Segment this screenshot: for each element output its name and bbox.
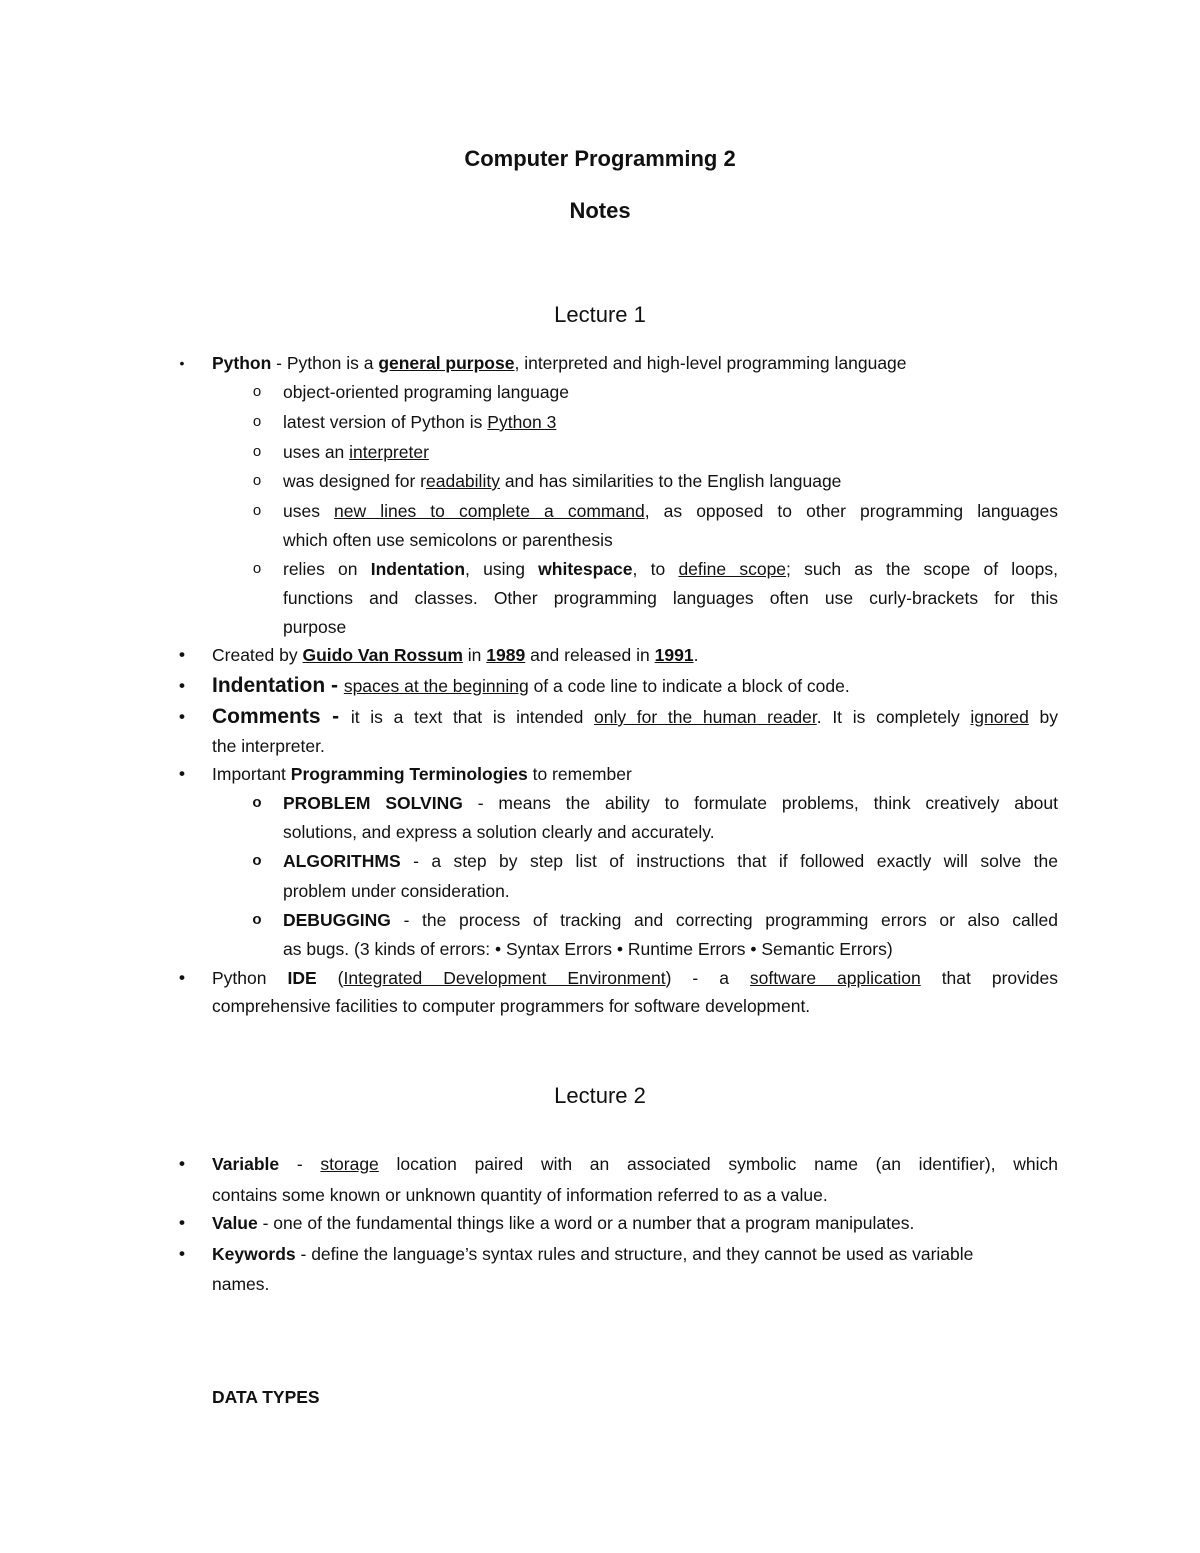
python-item: Python - Python is a general purpose, interpreted and high-level programming language bbox=[212, 353, 907, 373]
ide-line2: comprehensive facilities to computer programmers for software development. bbox=[212, 996, 811, 1016]
python-sub-latest: latest version of Python is Python 3 bbox=[283, 412, 557, 432]
python-sub-indentation: relies on Indentation, using whitespace, to define scope; such as the scope of loops, bbox=[283, 559, 1058, 579]
sub-bullet-icon: o bbox=[252, 383, 262, 400]
bullet-icon: • bbox=[179, 676, 185, 695]
python-sub-readability: was designed for readability and has similarities to the English language bbox=[283, 471, 842, 491]
lecture-1-heading: Lecture 1 bbox=[554, 302, 646, 327]
bullet-icon: • bbox=[179, 1244, 185, 1263]
python-sub-indentation-line3: purpose bbox=[283, 617, 347, 637]
problem-solving-item: PROBLEM SOLVING - means the ability to formulate problems, think creatively about bbox=[283, 793, 1059, 813]
sub-bullet-icon: o bbox=[252, 472, 262, 489]
bullet-icon: • bbox=[179, 764, 185, 783]
ide-item: Python IDE (Integrated Development Environment) - a software application that provides bbox=[212, 968, 1059, 988]
python-sub-newlines-line2: which often use semicolons or parenthesis bbox=[283, 530, 613, 550]
sub-bullet-icon: o bbox=[252, 560, 262, 577]
algorithms-item: ALGORITHMS - a step by step list of instructions that if followed exactly will solve the bbox=[283, 851, 1058, 871]
python-sub-oop: object-oriented programing language bbox=[283, 382, 570, 402]
lecture-2-heading: Lecture 2 bbox=[554, 1083, 646, 1108]
value-item: Value - one of the fundamental things like a word or a number that a program manipulates. bbox=[212, 1213, 915, 1233]
variable-line2: contains some known or unknown quantity of information referred to as a value. bbox=[212, 1185, 828, 1205]
bullet-icon: • bbox=[179, 707, 185, 726]
debugging-line2: as bugs. (3 kinds of errors: • Syntax Errors • Runtime Errors • Semantic Errors) bbox=[283, 939, 893, 959]
indentation-item: Indentation - spaces at the beginning of a code line to indicate a block of code. bbox=[212, 674, 850, 697]
bullet-icon: • bbox=[179, 968, 185, 987]
document-subtitle: Notes bbox=[569, 198, 631, 223]
terminologies-item: Important Programming Terminologies to remember bbox=[212, 764, 632, 784]
sub-bullet-icon: o bbox=[252, 413, 262, 430]
keywords-line2: names. bbox=[212, 1274, 270, 1294]
comments-item: Comments - it is a text that is intended only for the human reader. It is completely ignored by bbox=[212, 705, 1058, 728]
debugging-item: DEBUGGING - the process of tracking and correcting programming errors or also called bbox=[283, 910, 1058, 930]
indentation-term: Indentation - bbox=[212, 674, 344, 697]
comments-line2: the interpreter. bbox=[212, 736, 325, 756]
sub-bullet-icon: o bbox=[252, 852, 262, 869]
keywords-item: Keywords - define the language’s syntax rules and structure, and they cannot be used as variable bbox=[212, 1244, 974, 1264]
bullet-icon: • bbox=[179, 645, 185, 664]
document-title: Computer Programming 2 bbox=[464, 146, 736, 171]
author-name: Guido Van Rossum bbox=[302, 645, 463, 665]
bullet-icon: • bbox=[179, 355, 185, 371]
created-by-item: Created by Guido Van Rossum in 1989 and released in 1991. bbox=[212, 645, 699, 665]
comments-term: Comments - bbox=[212, 705, 351, 728]
python-sub-newlines: uses new lines to complete a command, as opposed to other programming languages bbox=[283, 501, 1058, 521]
problem-solving-line2: solutions, and express a solution clearly and accurately. bbox=[283, 822, 715, 842]
algorithms-line2: problem under consideration. bbox=[283, 881, 510, 901]
python-sub-indentation-line2: functions and classes. Other programming languages often use curly-brackets for this bbox=[283, 588, 1058, 608]
variable-item: Variable - storage location paired with an associated symbolic name (an identifier), which bbox=[212, 1154, 1058, 1174]
data-types-heading: DATA TYPES bbox=[212, 1387, 320, 1407]
sub-bullet-icon: o bbox=[252, 443, 262, 460]
bullet-icon: • bbox=[179, 1213, 185, 1232]
python-sub-interpreter: uses an interpreter bbox=[283, 442, 429, 462]
bullet-icon: • bbox=[179, 1154, 185, 1173]
python-term: Python bbox=[212, 353, 272, 373]
general-purpose-term: general purpose bbox=[378, 353, 515, 373]
sub-bullet-icon: o bbox=[252, 911, 262, 928]
sub-bullet-icon: o bbox=[252, 502, 262, 519]
sub-bullet-icon: o bbox=[252, 794, 262, 811]
